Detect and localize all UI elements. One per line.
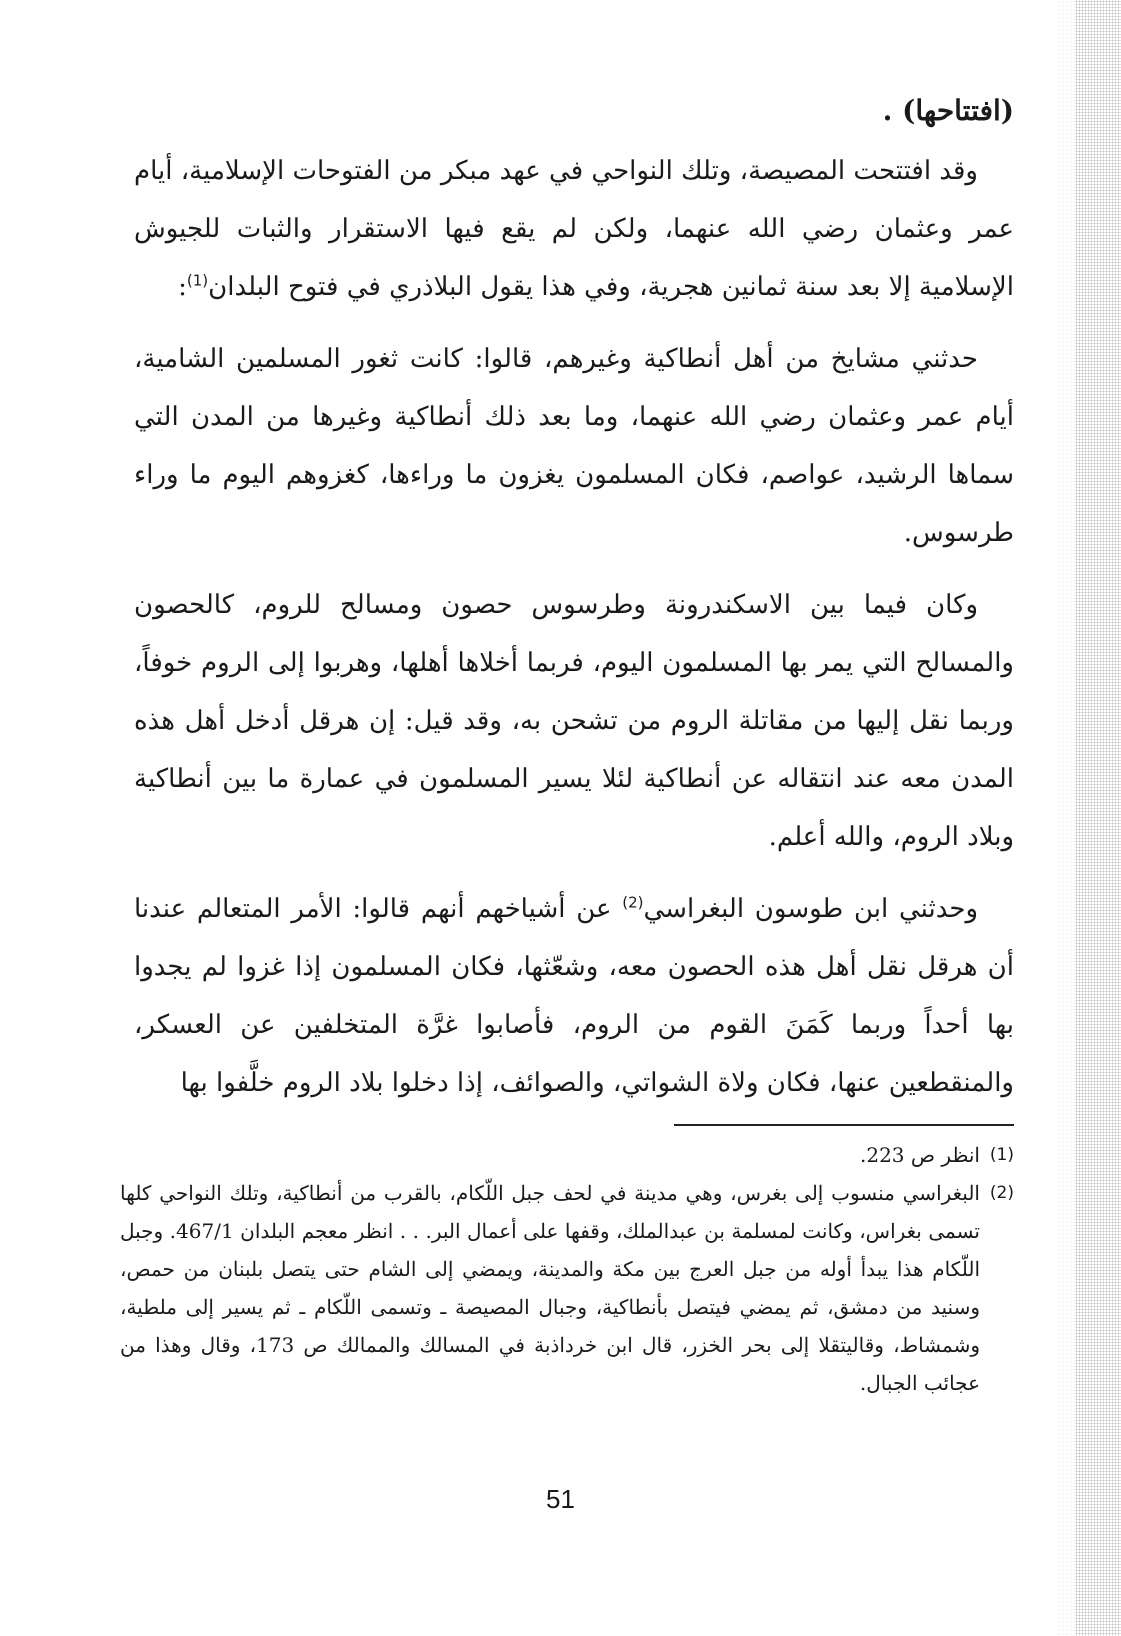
- footnote-2-number: (2): [989, 1183, 1014, 1203]
- paragraph-1: [134, 142, 1014, 316]
- footnote-2: [120, 1174, 1014, 1402]
- footnote-2-text: البغراسي منسوب إلى بغرس، وهي مدينة في لحف جبل اللّكام، بالقرب من أنطاكية، وتلك النواحي كلها تسمى بغراس، وكانت لمسلمة بن عبدالملك، وقفها على أعمال البر. . . انظر معجم البلدان 467/1. وجبل اللّكام هذا يبدأ أوله من جبل العرج بين مكة والمدينة، ويمضي إلى الشام حتى يتصل بلبنان من حمص، وسنيد من دمشق، ثم يمضي فيتصل بأنطاكية، وجبال المصيصة ـ وتسمى اللّكام ـ ثم يسير إلى ملطية، وشمشاط، وقاليتقلا إلى بحر الخزر، قال ابن خرداذبة في المسالك والممالك ص 173، وقال وهذا من عجائب الجبال.: [120, 1181, 980, 1395]
- paragraph-4-text: عن أشياخهم أنهم قالوا: الأمر المتعالم عندنا أن هرقل نقل أهل هذه الحصون معه، وشعّثها، فكان المسلمون إذا غزوا لم يجدوا بها أحداً وربما كَمَنَ القوم من الروم، فأصابوا غرَّة المتخلفين عن العسكر، والمنقطعين عنها، فكان ولاة الشواتي، والصوائف، إذا دخلوا بلاد الروم خلَّفوا بها: [134, 894, 1014, 1098]
- footnote-1-text: انظر ص 223.: [859, 1143, 980, 1167]
- paragraph-2-text: حدثني مشايخ من أهل أنطاكية وغيرهم، قالوا: كانت ثغور المسلمين الشامية، أيام عمر وعثمان رضي الله عنهما، وما بعد ذلك أنطاكية وغيرها من المدن التي سماها الرشيد، عواصم، فكان المسلمون يغزون ما وراءها، كغزوهم اليوم ما وراء طرسوس.: [134, 344, 1014, 548]
- paragraph-4-text-start: وحدثني ابن طوسون البغراسي: [643, 894, 979, 924]
- footnote-ref-2: (2): [622, 893, 644, 912]
- footnotes: [120, 1136, 1014, 1402]
- paragraph-4: [134, 880, 1014, 1112]
- main-text: [134, 88, 1014, 1126]
- scan-artifact-inner: [1057, 0, 1075, 1636]
- section-heading: (افتتاحها) .: [882, 94, 1014, 127]
- paragraph-1-text: وقد افتتحت المصيصة، وتلك النواحي في عهد مبكر من الفتوحات الإسلامية، أيام عمر وعثمان رضي الله عنهما، ولكن لم يقع فيها الاستقرار والثبات للجيوش الإسلامية إلا بعد سنة ثمانين هجرية، وفي هذا يقول البلاذري في فتوح البلدان: [134, 156, 1014, 302]
- footnote-divider: [674, 1124, 1014, 1126]
- footnote-1-number: (1): [989, 1145, 1014, 1165]
- paragraph-3-text: وكان فيما بين الاسكندرونة وطرسوس حصون ومسالح للروم، كالحصون والمسالح التي يمر بها المسلمون اليوم، فربما أخلاها أهلها، وهربوا إلى الروم خوفاً، وربما نقل إليها من مقاتلة الروم من تشحن به، وقد قيل: إن هرقل أدخل أهل هذه المدن معه عند انتقاله عن أنطاكية لئلا يسير المسلمون في عمارة ما بين أنطاكية وبلاد الروم، والله أعلم.: [134, 590, 1014, 852]
- scan-artifact-edge: [1075, 0, 1121, 1636]
- paragraph-1-colon: :: [178, 272, 187, 302]
- footnote-ref-1: (1): [186, 271, 209, 290]
- footnote-1: [120, 1136, 1014, 1174]
- paragraph-3: [134, 576, 1014, 866]
- page-number: 51: [546, 1484, 575, 1514]
- paragraph-2: [134, 330, 1014, 562]
